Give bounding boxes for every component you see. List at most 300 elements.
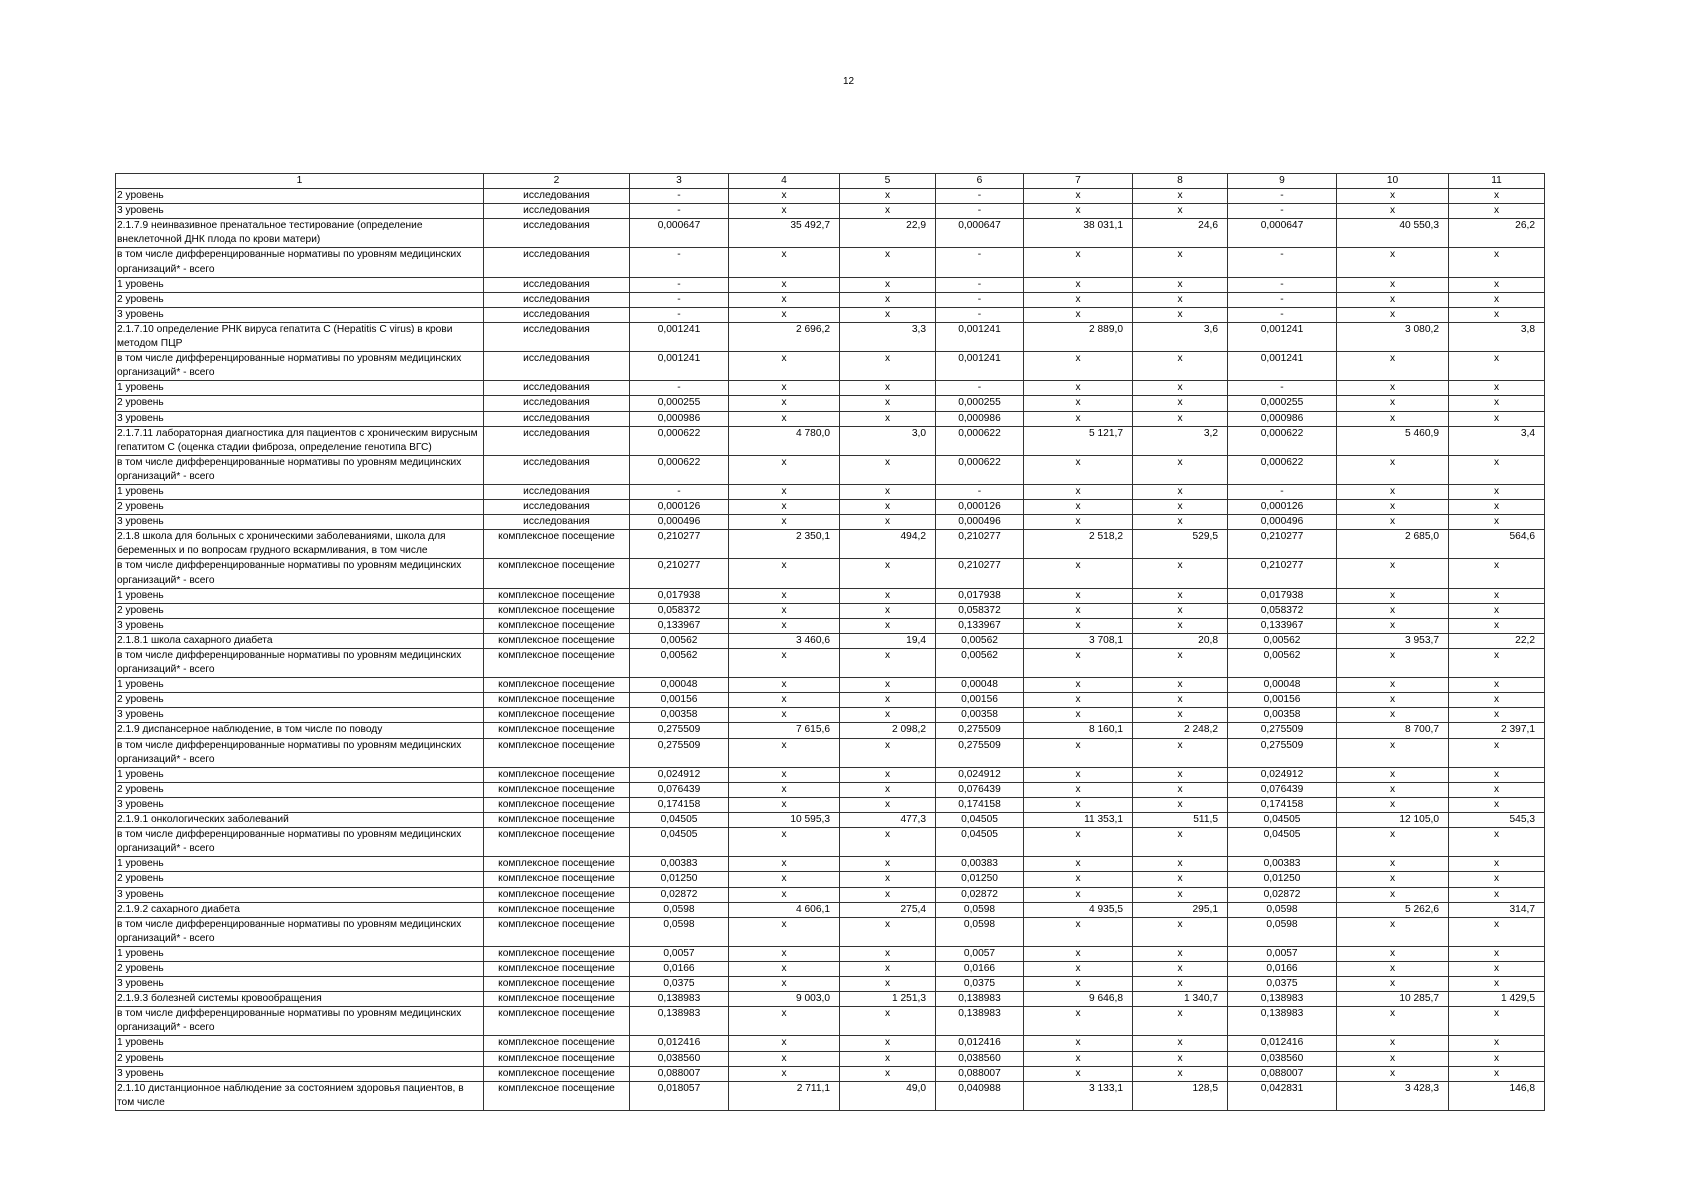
value-cell: 0,275509 bbox=[1228, 738, 1337, 767]
table-row bbox=[116, 500, 1545, 515]
value-cell: x bbox=[1449, 857, 1545, 872]
unit-cell: исследования bbox=[484, 381, 630, 396]
value-cell: x bbox=[1337, 381, 1449, 396]
row-label-cell: 3 уровень bbox=[116, 977, 484, 992]
value-cell: 0,000622 bbox=[936, 455, 1024, 484]
value-cell: x bbox=[1337, 603, 1449, 618]
value-cell: x bbox=[1133, 738, 1228, 767]
value-cell: x bbox=[1337, 189, 1449, 204]
value-cell: x bbox=[729, 1066, 840, 1081]
value-cell: 4 606,1 bbox=[729, 902, 840, 917]
value-cell: x bbox=[840, 455, 936, 484]
unit-cell: комплексное посещение bbox=[484, 618, 630, 633]
value-cell: 0,088007 bbox=[1228, 1066, 1337, 1081]
value-cell: x bbox=[840, 977, 936, 992]
unit-cell: исследования bbox=[484, 248, 630, 277]
value-cell: x bbox=[840, 204, 936, 219]
row-label-cell: 1 уровень bbox=[116, 381, 484, 396]
value-cell: x bbox=[1449, 189, 1545, 204]
row-label-cell: 1 уровень bbox=[116, 277, 484, 292]
value-cell: x bbox=[1024, 588, 1133, 603]
unit-cell: исследования bbox=[484, 352, 630, 381]
value-cell: 0,275509 bbox=[630, 738, 729, 767]
value-cell: 0,275509 bbox=[630, 723, 729, 738]
value-cell: 0,00048 bbox=[936, 678, 1024, 693]
value-cell: 4 780,0 bbox=[729, 426, 840, 455]
value-cell: x bbox=[1337, 292, 1449, 307]
table-row bbox=[116, 603, 1545, 618]
value-cell: 0,017938 bbox=[1228, 588, 1337, 603]
unit-cell: исследования bbox=[484, 500, 630, 515]
value-cell: x bbox=[1133, 500, 1228, 515]
row-label-cell: в том числе дифференцированные нормативы по уровням медицинских организаций* - всего bbox=[116, 248, 484, 277]
value-cell: 0,0375 bbox=[1228, 977, 1337, 992]
value-cell: x bbox=[1133, 1066, 1228, 1081]
value-cell: 0,001241 bbox=[1228, 322, 1337, 351]
row-label-cell: 2 уровень bbox=[116, 292, 484, 307]
unit-cell: комплексное посещение bbox=[484, 857, 630, 872]
value-cell: - bbox=[630, 248, 729, 277]
value-cell: x bbox=[840, 292, 936, 307]
table-row bbox=[116, 588, 1545, 603]
unit-cell: комплексное посещение bbox=[484, 813, 630, 828]
value-cell: x bbox=[1024, 603, 1133, 618]
unit-cell: исследования bbox=[484, 484, 630, 499]
value-cell: x bbox=[1024, 782, 1133, 797]
value-cell: 0,001241 bbox=[936, 322, 1024, 351]
value-cell: 9 646,8 bbox=[1024, 992, 1133, 1007]
value-cell: x bbox=[729, 396, 840, 411]
row-label-cell: 3 уровень bbox=[116, 887, 484, 902]
table-row bbox=[116, 1066, 1545, 1081]
table-row bbox=[116, 322, 1545, 351]
value-cell: x bbox=[1133, 352, 1228, 381]
column-header: 4 bbox=[729, 174, 840, 189]
value-cell: x bbox=[729, 738, 840, 767]
value-cell: x bbox=[1337, 277, 1449, 292]
value-cell: - bbox=[1228, 484, 1337, 499]
value-cell: 20,8 bbox=[1133, 633, 1228, 648]
row-label-cell: в том числе дифференцированные нормативы по уровням медицинских организаций* - всего bbox=[116, 738, 484, 767]
row-label-cell: 2.1.8 школа для больных с хроническими заболеваниями, школа для беременных и по вопросам грудного вскармливания, в том числе bbox=[116, 530, 484, 559]
value-cell: x bbox=[840, 603, 936, 618]
value-cell: x bbox=[1337, 618, 1449, 633]
value-cell: 0,133967 bbox=[936, 618, 1024, 633]
unit-cell: комплексное посещение bbox=[484, 588, 630, 603]
value-cell: 35 492,7 bbox=[729, 219, 840, 248]
value-cell: - bbox=[630, 381, 729, 396]
value-cell: x bbox=[840, 277, 936, 292]
row-label-cell: 1 уровень bbox=[116, 678, 484, 693]
unit-cell: комплексное посещение bbox=[484, 738, 630, 767]
value-cell: 0,076439 bbox=[936, 782, 1024, 797]
table-row bbox=[116, 633, 1545, 648]
value-cell: x bbox=[1024, 917, 1133, 946]
table-row bbox=[116, 992, 1545, 1007]
norms-table bbox=[115, 173, 1545, 1111]
table-row bbox=[116, 723, 1545, 738]
value-cell: 0,00383 bbox=[936, 857, 1024, 872]
column-header: 9 bbox=[1228, 174, 1337, 189]
value-cell: x bbox=[1024, 1036, 1133, 1051]
value-cell: x bbox=[1133, 292, 1228, 307]
value-cell: 0,174158 bbox=[630, 797, 729, 812]
row-label-cell: в том числе дифференцированные нормативы по уровням медицинских организаций* - всего bbox=[116, 559, 484, 588]
value-cell: - bbox=[936, 307, 1024, 322]
value-cell: x bbox=[840, 887, 936, 902]
value-cell: 2 098,2 bbox=[840, 723, 936, 738]
value-cell: x bbox=[1449, 603, 1545, 618]
value-cell: 0,0375 bbox=[936, 977, 1024, 992]
value-cell: x bbox=[729, 500, 840, 515]
table-row bbox=[116, 977, 1545, 992]
value-cell: 0,00562 bbox=[630, 649, 729, 678]
value-cell: x bbox=[1133, 411, 1228, 426]
column-header: 5 bbox=[840, 174, 936, 189]
value-cell: x bbox=[1133, 857, 1228, 872]
value-cell: x bbox=[1449, 381, 1545, 396]
value-cell: 0,138983 bbox=[936, 1007, 1024, 1036]
value-cell: x bbox=[1449, 396, 1545, 411]
value-cell: x bbox=[1449, 559, 1545, 588]
row-label-cell: 1 уровень bbox=[116, 588, 484, 603]
value-cell: x bbox=[1024, 828, 1133, 857]
table-row bbox=[116, 426, 1545, 455]
value-cell: x bbox=[840, 1051, 936, 1066]
value-cell: x bbox=[729, 767, 840, 782]
value-cell: 0,174158 bbox=[1228, 797, 1337, 812]
value-cell: x bbox=[1449, 411, 1545, 426]
value-cell: x bbox=[729, 618, 840, 633]
table-body bbox=[116, 189, 1545, 1111]
row-label-cell: 3 уровень bbox=[116, 618, 484, 633]
unit-cell: комплексное посещение bbox=[484, 902, 630, 917]
value-cell: x bbox=[1337, 500, 1449, 515]
value-cell: 49,0 bbox=[840, 1081, 936, 1110]
value-cell: 0,275509 bbox=[1228, 723, 1337, 738]
value-cell: 0,088007 bbox=[630, 1066, 729, 1081]
unit-cell: комплексное посещение bbox=[484, 1051, 630, 1066]
value-cell: 295,1 bbox=[1133, 902, 1228, 917]
table-row bbox=[116, 887, 1545, 902]
unit-cell: комплексное посещение bbox=[484, 603, 630, 618]
value-cell: 0,042831 bbox=[1228, 1081, 1337, 1110]
value-cell: 0,138983 bbox=[1228, 1007, 1337, 1036]
value-cell: 0,058372 bbox=[630, 603, 729, 618]
value-cell: x bbox=[1337, 515, 1449, 530]
value-cell: x bbox=[1449, 649, 1545, 678]
value-cell: - bbox=[630, 189, 729, 204]
value-cell: x bbox=[1449, 352, 1545, 381]
value-cell: x bbox=[729, 857, 840, 872]
value-cell: 8 700,7 bbox=[1337, 723, 1449, 738]
value-cell: x bbox=[729, 887, 840, 902]
value-cell: x bbox=[1133, 484, 1228, 499]
value-cell: - bbox=[1228, 292, 1337, 307]
value-cell: x bbox=[1024, 977, 1133, 992]
value-cell: x bbox=[729, 559, 840, 588]
value-cell: 0,0057 bbox=[630, 946, 729, 961]
row-label-cell: 1 уровень bbox=[116, 857, 484, 872]
value-cell: x bbox=[729, 455, 840, 484]
value-cell: 5 262,6 bbox=[1337, 902, 1449, 917]
row-label-cell: 2.1.7.11 лабораторная диагностика для пациентов с хроническим вирусным гепатитом С (оценка стадии фиброза, определение генотипа ВГС) bbox=[116, 426, 484, 455]
table-row bbox=[116, 767, 1545, 782]
value-cell: 529,5 bbox=[1133, 530, 1228, 559]
table-row bbox=[116, 693, 1545, 708]
value-cell: x bbox=[1337, 1066, 1449, 1081]
value-cell: x bbox=[840, 307, 936, 322]
value-cell: 2 711,1 bbox=[729, 1081, 840, 1110]
value-cell: 0,024912 bbox=[630, 767, 729, 782]
value-cell: 564,6 bbox=[1449, 530, 1545, 559]
value-cell: x bbox=[729, 248, 840, 277]
value-cell: 0,133967 bbox=[1228, 618, 1337, 633]
value-cell: 38 031,1 bbox=[1024, 219, 1133, 248]
value-cell: x bbox=[1024, 738, 1133, 767]
row-label-cell: в том числе дифференцированные нормативы по уровням медицинских организаций* - всего bbox=[116, 455, 484, 484]
value-cell: 511,5 bbox=[1133, 813, 1228, 828]
table-row bbox=[116, 857, 1545, 872]
value-cell: x bbox=[840, 872, 936, 887]
table-row bbox=[116, 307, 1545, 322]
unit-cell: комплексное посещение bbox=[484, 530, 630, 559]
value-cell: x bbox=[840, 248, 936, 277]
table-row bbox=[116, 292, 1545, 307]
value-cell: 2 350,1 bbox=[729, 530, 840, 559]
value-cell: 0,024912 bbox=[1228, 767, 1337, 782]
value-cell: x bbox=[1133, 1007, 1228, 1036]
value-cell: x bbox=[1337, 248, 1449, 277]
value-cell: x bbox=[1449, 708, 1545, 723]
value-cell: 12 105,0 bbox=[1337, 813, 1449, 828]
unit-cell: комплексное посещение bbox=[484, 977, 630, 992]
value-cell: 0,02872 bbox=[936, 887, 1024, 902]
value-cell: x bbox=[1337, 649, 1449, 678]
row-label-cell: 1 уровень bbox=[116, 946, 484, 961]
value-cell: 275,4 bbox=[840, 902, 936, 917]
table-row bbox=[116, 277, 1545, 292]
table-row bbox=[116, 559, 1545, 588]
value-cell: 3,8 bbox=[1449, 322, 1545, 351]
value-cell: 0,000255 bbox=[630, 396, 729, 411]
unit-cell: исследования bbox=[484, 277, 630, 292]
row-label-cell: 3 уровень bbox=[116, 515, 484, 530]
value-cell: 2 685,0 bbox=[1337, 530, 1449, 559]
value-cell: x bbox=[1133, 917, 1228, 946]
value-cell: x bbox=[840, 857, 936, 872]
row-label-cell: 3 уровень bbox=[116, 307, 484, 322]
value-cell: x bbox=[729, 381, 840, 396]
value-cell: x bbox=[1449, 277, 1545, 292]
table-row bbox=[116, 782, 1545, 797]
value-cell: x bbox=[1024, 708, 1133, 723]
value-cell: x bbox=[1337, 857, 1449, 872]
value-cell: 0,000255 bbox=[936, 396, 1024, 411]
value-cell: x bbox=[1449, 887, 1545, 902]
value-cell: x bbox=[840, 381, 936, 396]
value-cell: 0,210277 bbox=[630, 559, 729, 588]
value-cell: x bbox=[1449, 946, 1545, 961]
value-cell: x bbox=[1024, 352, 1133, 381]
value-cell: 19,4 bbox=[840, 633, 936, 648]
table-row bbox=[116, 797, 1545, 812]
value-cell: 0,04505 bbox=[936, 828, 1024, 857]
value-cell: 2 889,0 bbox=[1024, 322, 1133, 351]
value-cell: x bbox=[729, 277, 840, 292]
value-cell: 0,00156 bbox=[1228, 693, 1337, 708]
value-cell: 3 953,7 bbox=[1337, 633, 1449, 648]
value-cell: x bbox=[840, 618, 936, 633]
value-cell: 0,038560 bbox=[936, 1051, 1024, 1066]
value-cell: x bbox=[729, 977, 840, 992]
table-row bbox=[116, 917, 1545, 946]
value-cell: x bbox=[729, 693, 840, 708]
unit-cell: комплексное посещение bbox=[484, 946, 630, 961]
value-cell: x bbox=[1449, 767, 1545, 782]
value-cell: - bbox=[1228, 307, 1337, 322]
column-header: 11 bbox=[1449, 174, 1545, 189]
table-row bbox=[116, 813, 1545, 828]
value-cell: 0,0166 bbox=[630, 961, 729, 976]
value-cell: x bbox=[1449, 693, 1545, 708]
value-cell: x bbox=[1133, 277, 1228, 292]
value-cell: 3 708,1 bbox=[1024, 633, 1133, 648]
value-cell: x bbox=[1024, 381, 1133, 396]
value-cell: x bbox=[840, 411, 936, 426]
value-cell: 0,00562 bbox=[630, 633, 729, 648]
value-cell: x bbox=[1024, 872, 1133, 887]
value-cell: 0,000986 bbox=[630, 411, 729, 426]
value-cell: x bbox=[840, 588, 936, 603]
value-cell: x bbox=[729, 189, 840, 204]
value-cell: 0,000647 bbox=[1228, 219, 1337, 248]
unit-cell: комплексное посещение bbox=[484, 1036, 630, 1051]
value-cell: 0,00383 bbox=[1228, 857, 1337, 872]
value-cell: 0,04505 bbox=[630, 813, 729, 828]
value-cell: x bbox=[1133, 649, 1228, 678]
value-cell: x bbox=[1337, 828, 1449, 857]
value-cell: 0,001241 bbox=[630, 322, 729, 351]
value-cell: 0,000622 bbox=[630, 426, 729, 455]
value-cell: x bbox=[1449, 455, 1545, 484]
value-cell: 1 251,3 bbox=[840, 992, 936, 1007]
unit-cell: комплексное посещение bbox=[484, 992, 630, 1007]
row-label-cell: 2.1.7.10 определение РНК вируса гепатита С (Hepatitis C virus) в крови методом ПЦР bbox=[116, 322, 484, 351]
value-cell: 0,000126 bbox=[936, 500, 1024, 515]
value-cell: 2 518,2 bbox=[1024, 530, 1133, 559]
value-cell: x bbox=[729, 204, 840, 219]
value-cell: - bbox=[1228, 381, 1337, 396]
value-cell: 2 696,2 bbox=[729, 322, 840, 351]
unit-cell: комплексное посещение bbox=[484, 767, 630, 782]
value-cell: 1 429,5 bbox=[1449, 992, 1545, 1007]
value-cell: x bbox=[1133, 961, 1228, 976]
value-cell: 0,275509 bbox=[936, 723, 1024, 738]
value-cell: 0,0375 bbox=[630, 977, 729, 992]
unit-cell: комплексное посещение bbox=[484, 1066, 630, 1081]
value-cell: x bbox=[1024, 693, 1133, 708]
value-cell: 22,9 bbox=[840, 219, 936, 248]
row-label-cell: 3 уровень bbox=[116, 1066, 484, 1081]
value-cell: 0,024912 bbox=[936, 767, 1024, 782]
value-cell: x bbox=[1449, 917, 1545, 946]
value-cell: x bbox=[729, 292, 840, 307]
unit-cell: исследования bbox=[484, 426, 630, 455]
unit-cell: комплексное посещение bbox=[484, 723, 630, 738]
value-cell: 0,0598 bbox=[936, 917, 1024, 946]
row-label-cell: 2 уровень bbox=[116, 396, 484, 411]
value-cell: - bbox=[936, 292, 1024, 307]
value-cell: x bbox=[1337, 738, 1449, 767]
value-cell: 0,0057 bbox=[936, 946, 1024, 961]
row-label-cell: 2 уровень bbox=[116, 782, 484, 797]
value-cell: x bbox=[729, 484, 840, 499]
value-cell: 494,2 bbox=[840, 530, 936, 559]
value-cell: x bbox=[729, 352, 840, 381]
value-cell: 0,000255 bbox=[1228, 396, 1337, 411]
value-cell: 11 353,1 bbox=[1024, 813, 1133, 828]
column-header: 2 bbox=[484, 174, 630, 189]
value-cell: x bbox=[1337, 946, 1449, 961]
value-cell: 1 340,7 bbox=[1133, 992, 1228, 1007]
value-cell: x bbox=[1337, 1051, 1449, 1066]
value-cell: x bbox=[729, 1007, 840, 1036]
unit-cell: комплексное посещение bbox=[484, 649, 630, 678]
value-cell: x bbox=[1024, 277, 1133, 292]
table-row bbox=[116, 902, 1545, 917]
value-cell: 0,000126 bbox=[1228, 500, 1337, 515]
value-cell: x bbox=[1024, 455, 1133, 484]
table-row bbox=[116, 455, 1545, 484]
value-cell: x bbox=[1133, 455, 1228, 484]
row-label-cell: 2 уровень bbox=[116, 500, 484, 515]
value-cell: x bbox=[1337, 307, 1449, 322]
value-cell: x bbox=[1337, 411, 1449, 426]
value-cell: x bbox=[729, 649, 840, 678]
value-cell: 0,00358 bbox=[936, 708, 1024, 723]
unit-cell: исследования bbox=[484, 455, 630, 484]
row-label-cell: в том числе дифференцированные нормативы по уровням медицинских организаций* - всего bbox=[116, 352, 484, 381]
value-cell: x bbox=[1337, 872, 1449, 887]
row-label-cell: 2.1.10 дистанционное наблюдение за состоянием здоровья пациентов, в том числе bbox=[116, 1081, 484, 1110]
value-cell: - bbox=[936, 484, 1024, 499]
value-cell: x bbox=[729, 603, 840, 618]
value-cell: 0,0598 bbox=[630, 902, 729, 917]
value-cell: 128,5 bbox=[1133, 1081, 1228, 1110]
value-cell: x bbox=[1449, 1066, 1545, 1081]
value-cell: x bbox=[1337, 352, 1449, 381]
value-cell: x bbox=[1133, 618, 1228, 633]
unit-cell: комплексное посещение bbox=[484, 678, 630, 693]
value-cell: 0,058372 bbox=[1228, 603, 1337, 618]
value-cell: 0,210277 bbox=[1228, 559, 1337, 588]
value-cell: x bbox=[1449, 204, 1545, 219]
value-cell: x bbox=[1337, 396, 1449, 411]
unit-cell: исследования bbox=[484, 411, 630, 426]
value-cell: x bbox=[840, 708, 936, 723]
table-row bbox=[116, 484, 1545, 499]
value-cell: 0,0598 bbox=[936, 902, 1024, 917]
value-cell: x bbox=[840, 917, 936, 946]
unit-cell: комплексное посещение bbox=[484, 693, 630, 708]
row-label-cell: 3 уровень bbox=[116, 204, 484, 219]
value-cell: 0,04505 bbox=[1228, 828, 1337, 857]
value-cell: x bbox=[1024, 946, 1133, 961]
value-cell: 3,4 bbox=[1449, 426, 1545, 455]
value-cell: x bbox=[840, 1007, 936, 1036]
row-label-cell: 2 уровень bbox=[116, 189, 484, 204]
